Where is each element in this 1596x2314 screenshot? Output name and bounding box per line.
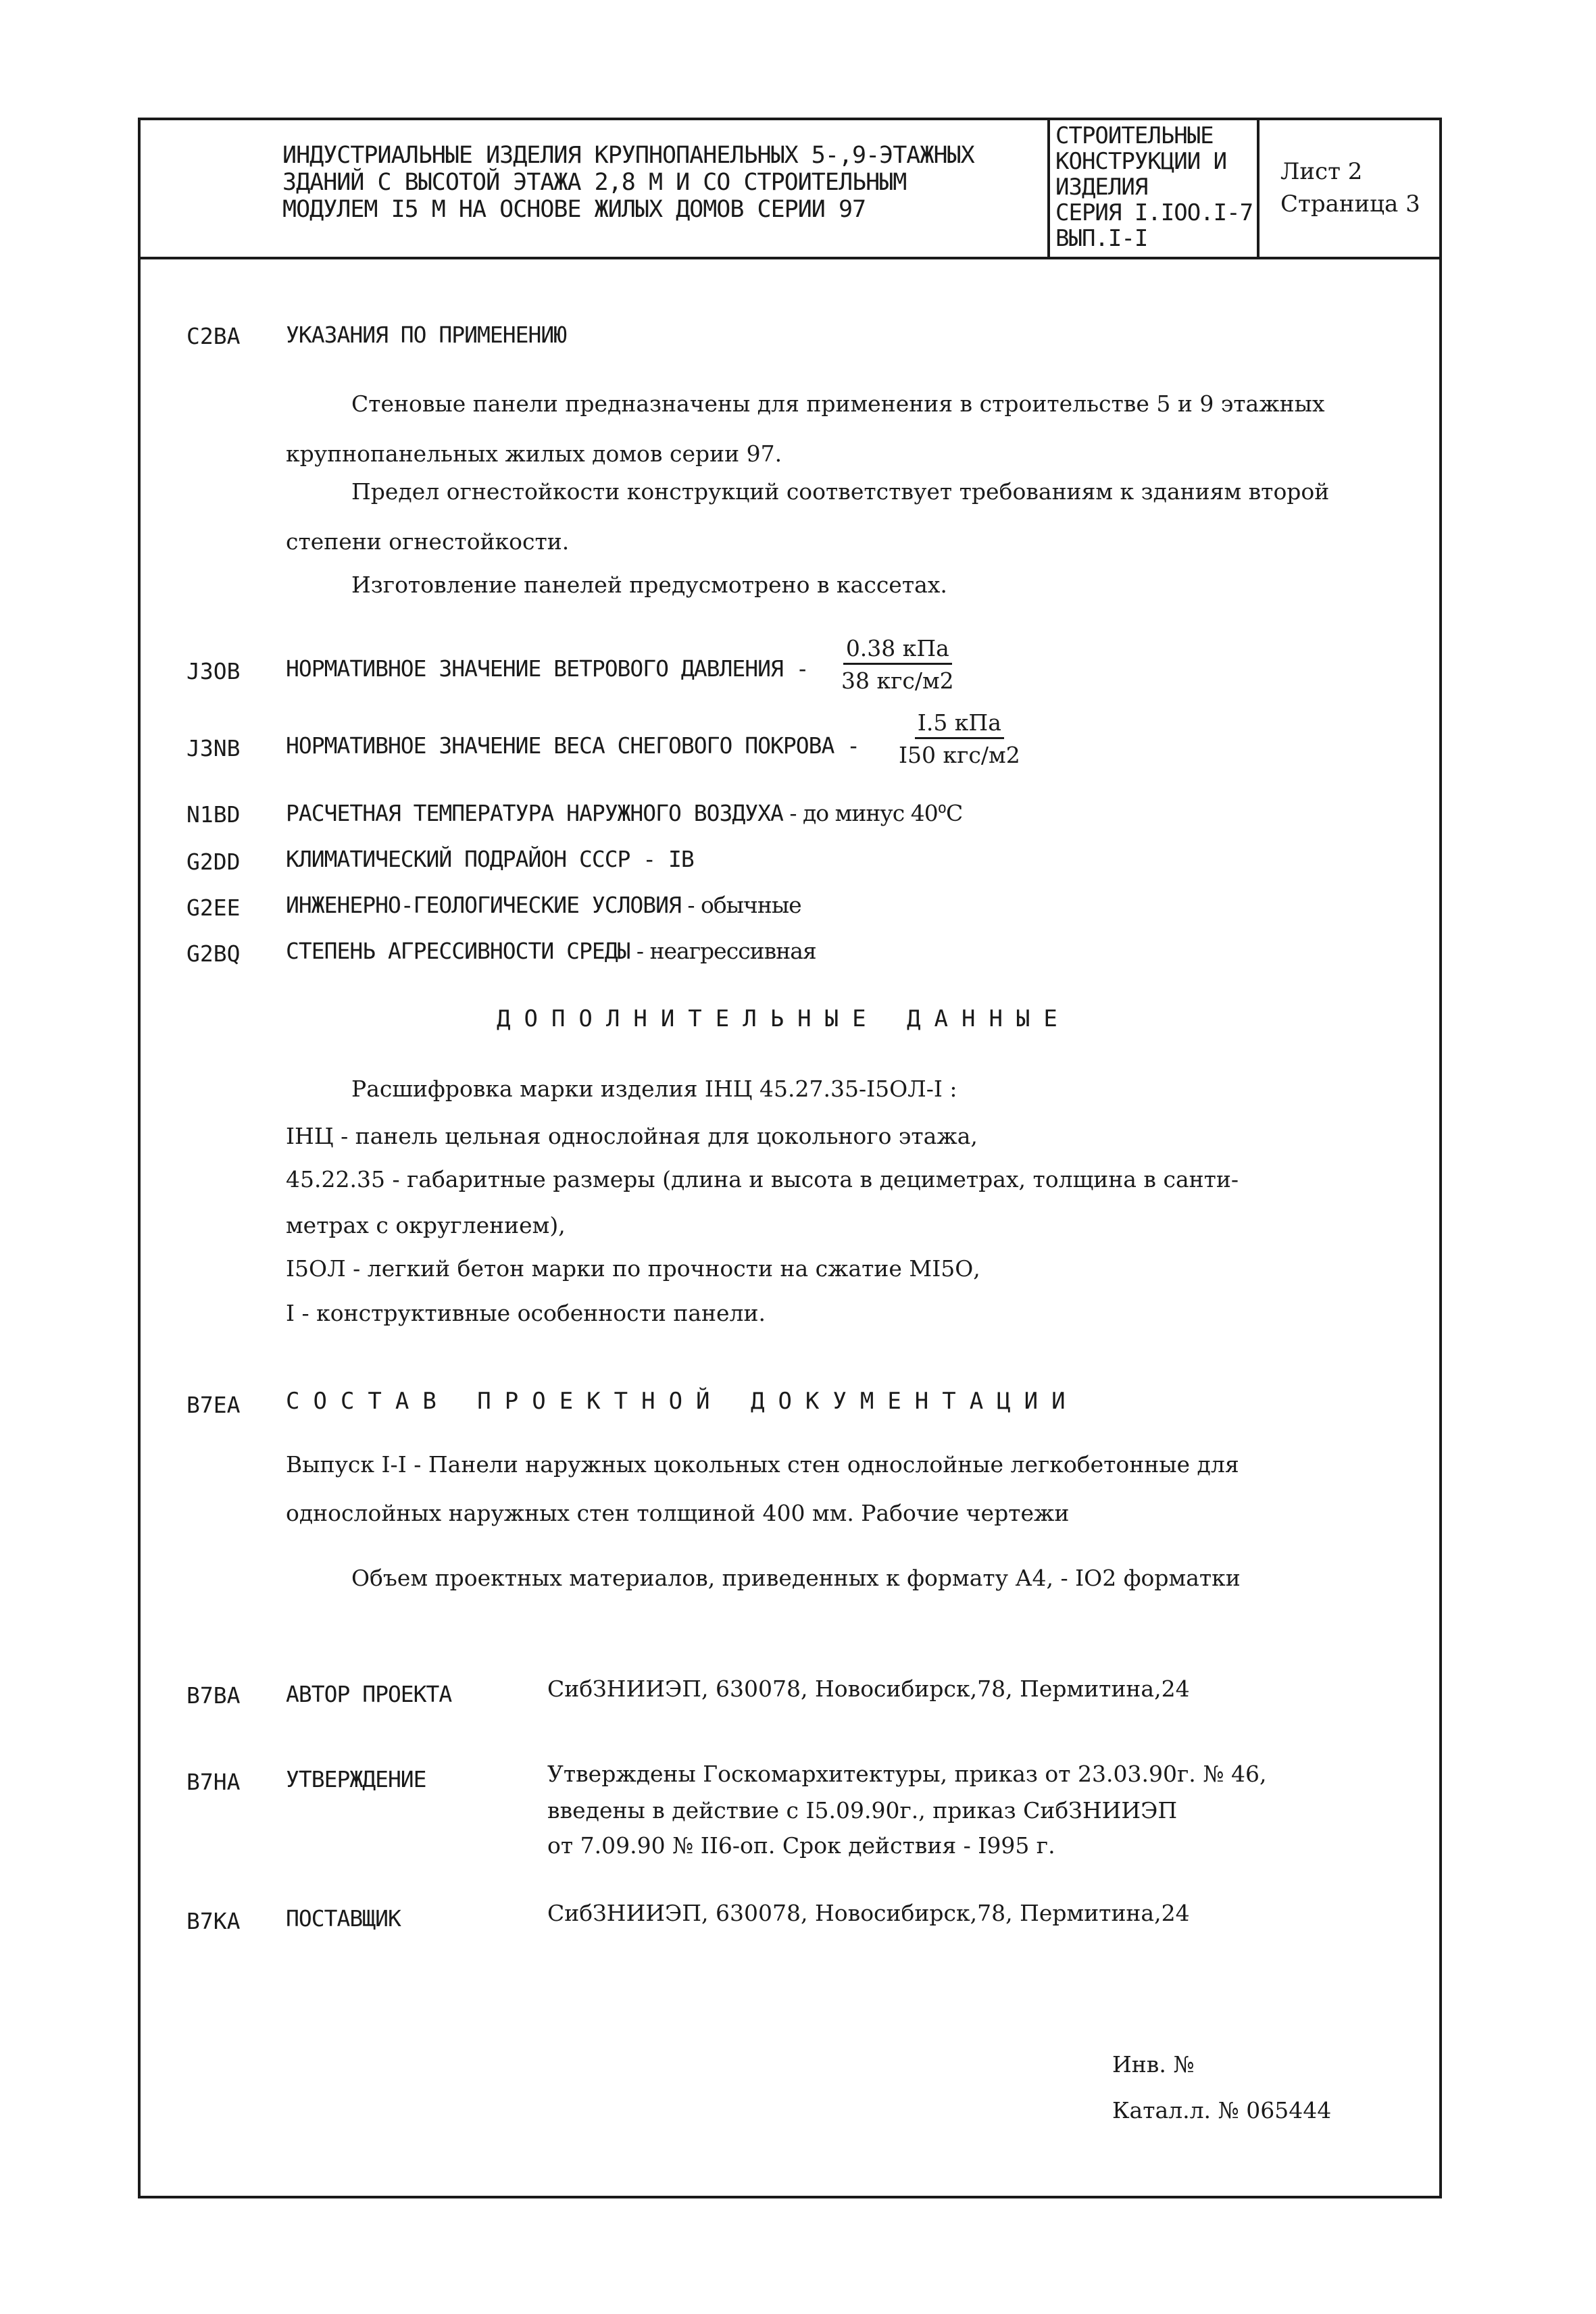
body-text: Объем проектных материалов, приведенных к формату А4, - IО2 форматки — [351, 1565, 1241, 1591]
body-text: Предел огнестойкости конструкций соответствует требованиям к зданиям второй — [351, 478, 1330, 505]
param-code: J3NB — [186, 735, 241, 761]
series-info: СТРОИТЕЛЬНЫЕ КОНСТРУКЦИИ И ИЗДЕЛИЯ СЕРИЯ I.IOO.I-7 ВЫП.I-I — [1055, 122, 1253, 252]
section-code: B7HA — [186, 1769, 241, 1795]
page-number: Страница 3 — [1280, 191, 1420, 218]
section-label: АВТОР ПРОЕКТА — [286, 1681, 452, 1707]
approval-text: Утверждены Госкомархитектуры, приказ от 23.03.90г. № 46, — [547, 1761, 1267, 1787]
title-block-divider — [1047, 118, 1050, 259]
supplier-value: СибЗНИИЭП, 630078, Новосибирск,78, Пермитина,24 — [547, 1900, 1190, 1926]
wind-pressure-value: 0.38 кПа 38 кгс/м2 — [841, 635, 954, 694]
param-code: G2EE — [186, 895, 241, 921]
section-label: УТВЕРЖДЕНИЕ — [286, 1766, 426, 1792]
param-label: КЛИМАТИЧЕСКИЙ ПОДРАЙОН СССР - IВ — [286, 846, 694, 872]
body-text: Изготовление панелей предусмотрено в кассетах. — [351, 572, 947, 598]
section-code: C2BA — [186, 323, 241, 349]
param-label: ИНЖЕНЕРНО-ГЕОЛОГИЧЕСКИЕ УСЛОВИЯ - обычные — [286, 892, 801, 918]
body-text: однослойных наружных стен толщиной 400 мм. Рабочие чертежи — [286, 1500, 1070, 1526]
param-code: G2DD — [186, 849, 241, 875]
param-code: J3OB — [186, 658, 241, 684]
body-text: Расшифровка марки изделия IНЦ 45.27.35-I5ОЛ-I : — [351, 1076, 957, 1102]
document-title: ИНДУСТРИАЛЬНЫЕ ИЗДЕЛИЯ КРУПНОПАНЕЛЬНЫХ 5-,9-ЭТАЖНЫХ ЗДАНИЙ С ВЫСОТОЙ ЭТАЖА 2,8 М И СО СТРОИТЕЛЬНЫМ МОДУЛЕМ I5 М НА ОСНОВЕ ЖИЛЫХ ДОМОВ СЕРИИ 97 — [282, 142, 974, 223]
inventory-number: Инв. № — [1112, 2051, 1195, 2078]
page-frame — [138, 118, 1442, 2198]
section-heading: УКАЗАНИЯ ПО ПРИМЕНЕНИЮ — [286, 322, 567, 348]
additional-heading: ДОПОЛНИТЕЛЬНЫЕ ДАННЫЕ — [497, 1005, 1071, 1032]
body-text: степени огнестойкости. — [286, 528, 570, 555]
catalog-number: Катал.л. № 065444 — [1112, 2097, 1332, 2123]
body-text: I5ОЛ - легкий бетон марки по прочности на сжатие МI5О, — [286, 1255, 980, 1282]
sheet-number: Лист 2 — [1280, 158, 1363, 185]
approval-text: введены в действие с I5.09.90г., приказ СибЗНИИЭП — [547, 1797, 1178, 1823]
body-text: метрах с округлением), — [286, 1212, 566, 1238]
section-label: ПОСТАВЩИК — [286, 1905, 401, 1932]
param-label: РАСЧЕТНАЯ ТЕМПЕРАТУРА НАРУЖНОГО ВОЗДУХА - до минус 40$^o$C — [286, 800, 963, 826]
snow-load-value: I.5 кПа I50 кгс/м2 — [899, 709, 1020, 768]
param-code: G2BQ — [186, 940, 241, 967]
param-code: N1BD — [186, 801, 241, 828]
section-code: B7EA — [186, 1392, 241, 1418]
section-code: B7BA — [186, 1682, 241, 1709]
param-label: НОРМАТИВНОЕ ЗНАЧЕНИЕ ВЕСА СНЕГОВОГО ПОКРОВА - — [286, 732, 860, 759]
section-heading: СОСТАВ ПРОЕКТНОЙ ДОКУМЕНТАЦИИ — [286, 1388, 1079, 1415]
param-label: НОРМАТИВНОЕ ЗНАЧЕНИЕ ВЕТРОВОГО ДАВЛЕНИЯ - — [286, 655, 809, 682]
body-text: крупнопанельных жилых домов серии 97. — [286, 441, 782, 467]
title-block-divider — [1257, 118, 1260, 259]
body-text: I - конструктивные особенности панели. — [286, 1300, 766, 1326]
section-code: B7KA — [186, 1908, 241, 1934]
body-text: Выпуск I-I - Панели наружных цокольных стен однослойные легкобетонные для — [286, 1451, 1239, 1478]
approval-text: от 7.09.90 № II6-оп. Срок действия - I995 г. — [547, 1832, 1055, 1859]
author-value: СибЗНИИЭП, 630078, Новосибирск,78, Пермитина,24 — [547, 1676, 1190, 1702]
param-label: СТЕПЕНЬ АГРЕССИВНОСТИ СРЕДЫ - неагрессивная — [286, 938, 816, 964]
body-text: 45.22.35 - габаритные размеры (длина и высота в дециметрах, толщина в санти- — [286, 1166, 1239, 1192]
body-text: Стеновые панели предназначены для применения в строительстве 5 и 9 этажных — [351, 391, 1325, 417]
body-text: IНЦ - панель цельная однослойная для цокольного этажа, — [286, 1123, 978, 1149]
